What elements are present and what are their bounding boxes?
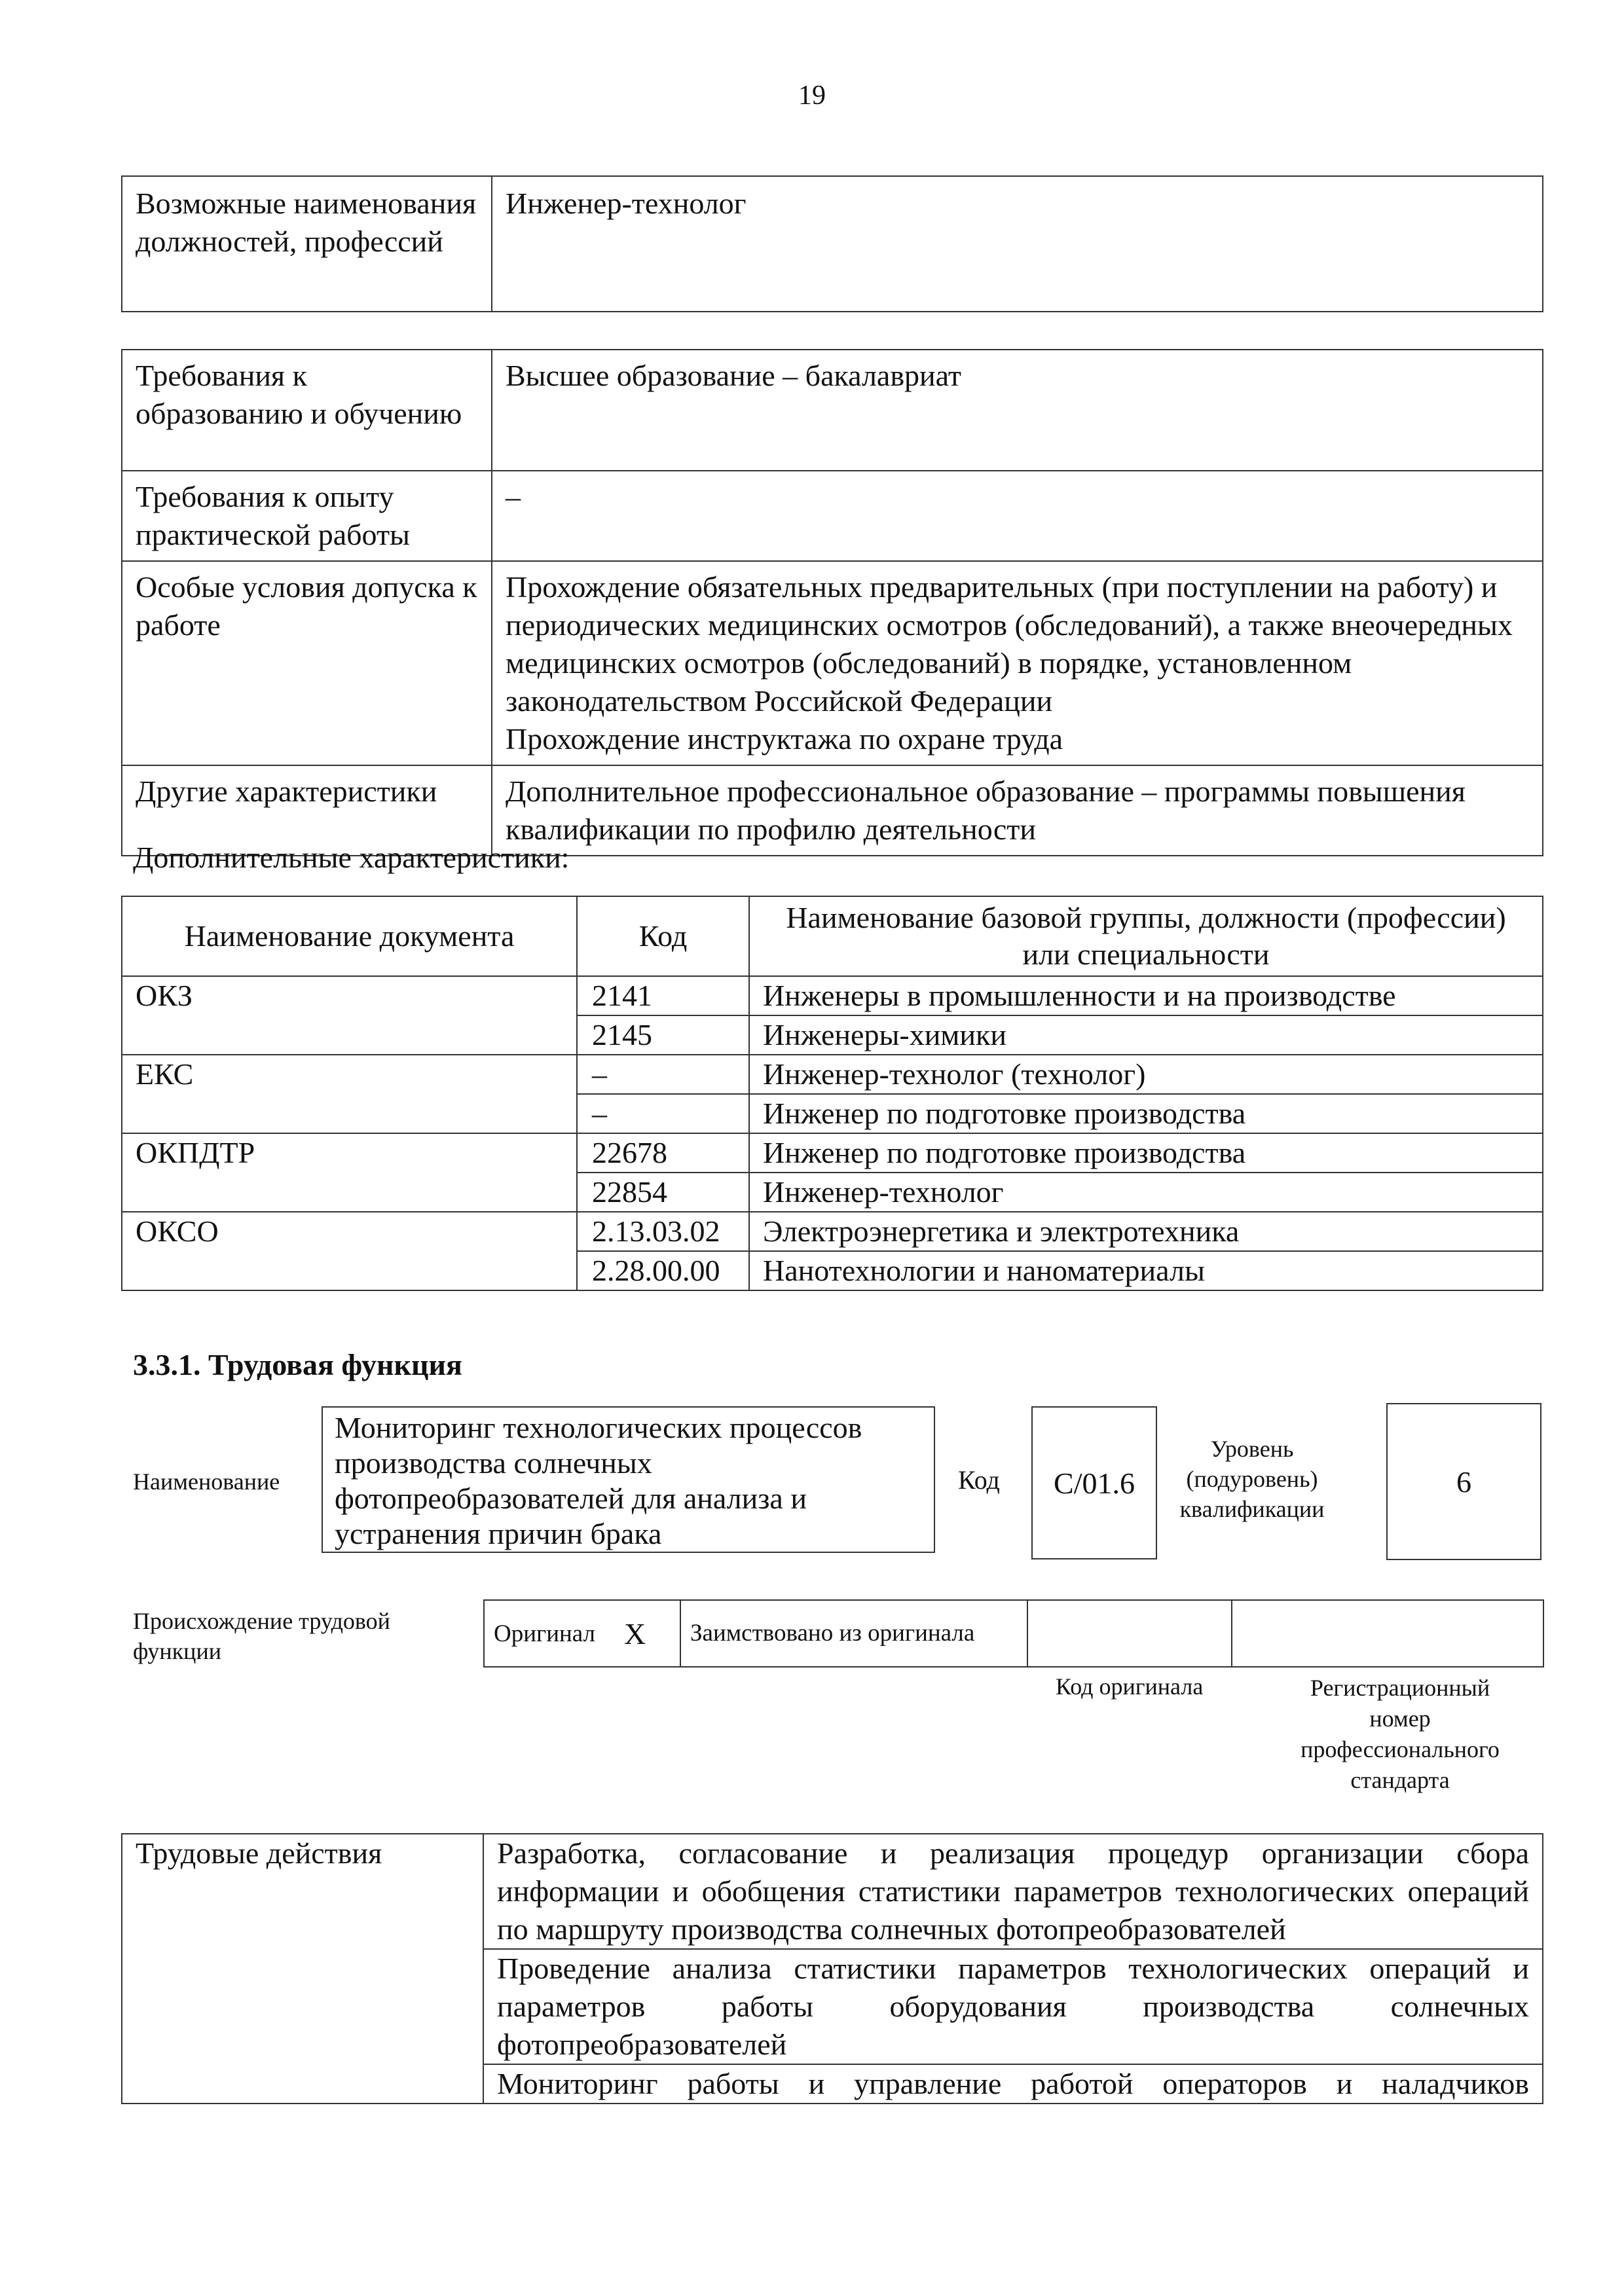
code-cell: 2.13.03.02 — [577, 1212, 749, 1251]
group-cell: Инженер-технолог — [749, 1173, 1543, 1212]
extra-characteristics-table — [121, 896, 1543, 1291]
extra-characteristics-title: Дополнительные характеристики: — [133, 841, 570, 874]
other-value: Дополнительное профессиональное образование – программы повышения квалификации по профилю деятельности — [492, 765, 1543, 856]
table-row — [122, 1094, 1543, 1133]
code-cell: 22854 — [577, 1173, 749, 1212]
group-cell: Инженеры в промышленности и на производстве — [749, 976, 1543, 1015]
group-cell: Инженер по подготовке производства — [749, 1133, 1543, 1173]
original-mark: X — [615, 1600, 680, 1667]
table-row — [122, 1212, 1543, 1251]
table-row — [122, 1015, 1543, 1055]
group-cell: Электроэнергетика и электротехника — [749, 1212, 1543, 1251]
group-cell: Инженеры-химики — [749, 1015, 1543, 1055]
positions-value: Инженер-технолог — [492, 176, 1543, 312]
doc-cell — [122, 1015, 577, 1055]
conditions-value-text: Прохождение обязательных предварительных (при поступлении на работу) и периодических медицинских осмотров (обследований), а также внеочередных медицинских осмотров (обследований) в порядке, установленном законодательством Российской Федерации — [506, 570, 1513, 718]
origin-table — [483, 1599, 1544, 1667]
code-cell: – — [577, 1055, 749, 1094]
code-cell: 22678 — [577, 1133, 749, 1173]
actions-label: Трудовые действия — [122, 1834, 483, 2104]
conditions-value — [492, 561, 1543, 765]
qualification-level-value: 6 — [1386, 1403, 1541, 1560]
doc-cell: ОКЗ — [122, 976, 577, 1015]
page-number: 19 — [798, 81, 826, 111]
table-row — [122, 350, 1543, 471]
other-label: Другие характеристики — [122, 765, 492, 856]
code-cell: 2145 — [577, 1015, 749, 1055]
table-header-row — [122, 896, 1543, 976]
table-row — [122, 1251, 1543, 1290]
header-group: Наименование базовой группы, должности (профессии) или специальности — [749, 896, 1543, 976]
education-value: Высшее образование – бакалавриат — [492, 350, 1543, 471]
group-cell: Нанотехнологии и наноматериалы — [749, 1251, 1543, 1290]
education-label: Требования к образованию и обучению — [122, 350, 492, 471]
table-row — [122, 471, 1543, 561]
doc-cell: ОКПДТР — [122, 1133, 577, 1173]
code-cell: 2141 — [577, 976, 749, 1015]
code-cell: – — [577, 1094, 749, 1133]
registration-number-cell — [1232, 1600, 1543, 1667]
experience-value: – — [492, 471, 1543, 561]
borrowed-cell: Заимствовано из оригинала — [680, 1600, 1027, 1667]
original-code-caption: Код оригинала — [1056, 1673, 1204, 1700]
doc-cell — [122, 1173, 577, 1212]
requirements-table — [121, 349, 1543, 856]
table-row — [122, 1173, 1543, 1212]
header-document: Наименование документа — [122, 896, 577, 976]
conditions-value-text-2: Прохождение инструктажа по охране труда — [506, 722, 1063, 756]
function-code-label: Код — [958, 1465, 1000, 1495]
code-cell: 2.28.00.00 — [577, 1251, 749, 1290]
table-row — [122, 561, 1543, 765]
labour-actions-table — [121, 1833, 1543, 2104]
table-row — [122, 1133, 1543, 1173]
action-item: Проведение анализа статистики параметров технологических операций и параметров работы оборудования производства солнечных фотопреобразователей — [483, 1949, 1543, 2064]
section-heading: 3.3.1. Трудовая функция — [133, 1348, 462, 1381]
original-code-cell — [1027, 1600, 1232, 1667]
doc-cell — [122, 1251, 577, 1290]
table-row — [484, 1600, 1543, 1667]
function-name-value: Мониторинг технологических процессов производства солнечных фотопреобразователей для анализа и устранения причин брака — [322, 1406, 935, 1553]
qualification-level-label: Уровень (подуровень) квалификации — [1179, 1436, 1325, 1522]
group-cell: Инженер по подготовке производства — [749, 1094, 1543, 1133]
action-item: Мониторинг работы и управление работой операторов и наладчиков — [483, 2064, 1543, 2104]
original-cell: Оригинал — [484, 1600, 615, 1667]
table-row — [122, 1834, 1543, 1949]
table-row — [122, 976, 1543, 1015]
table-row — [122, 176, 1543, 312]
header-code: Код — [577, 896, 749, 976]
positions-label: Возможные наименования должностей, профессий — [122, 176, 492, 312]
function-name-label: Наименование — [133, 1468, 280, 1495]
experience-label: Требования к опыту практической работы — [122, 471, 492, 561]
origin-label: Происхождение трудовой функции — [133, 1608, 390, 1664]
positions-table — [121, 175, 1543, 312]
doc-cell: ОКСО — [122, 1212, 577, 1251]
function-code-value: C/01.6 — [1031, 1406, 1157, 1559]
group-cell: Инженер-технолог (технолог) — [749, 1055, 1543, 1094]
doc-cell — [122, 1094, 577, 1133]
conditions-label: Особые условия допуска к работе — [122, 561, 492, 765]
doc-cell: ЕКС — [122, 1055, 577, 1094]
action-item: Разработка, согласование и реализация процедур организации сбора информации и обобщения статистики параметров технологических операций по маршруту производства солнечных фотопреобразователей — [483, 1834, 1543, 1949]
registration-number-caption: Регистрационный номер профессионального стандарта — [1301, 1675, 1500, 1793]
table-row — [122, 1055, 1543, 1094]
